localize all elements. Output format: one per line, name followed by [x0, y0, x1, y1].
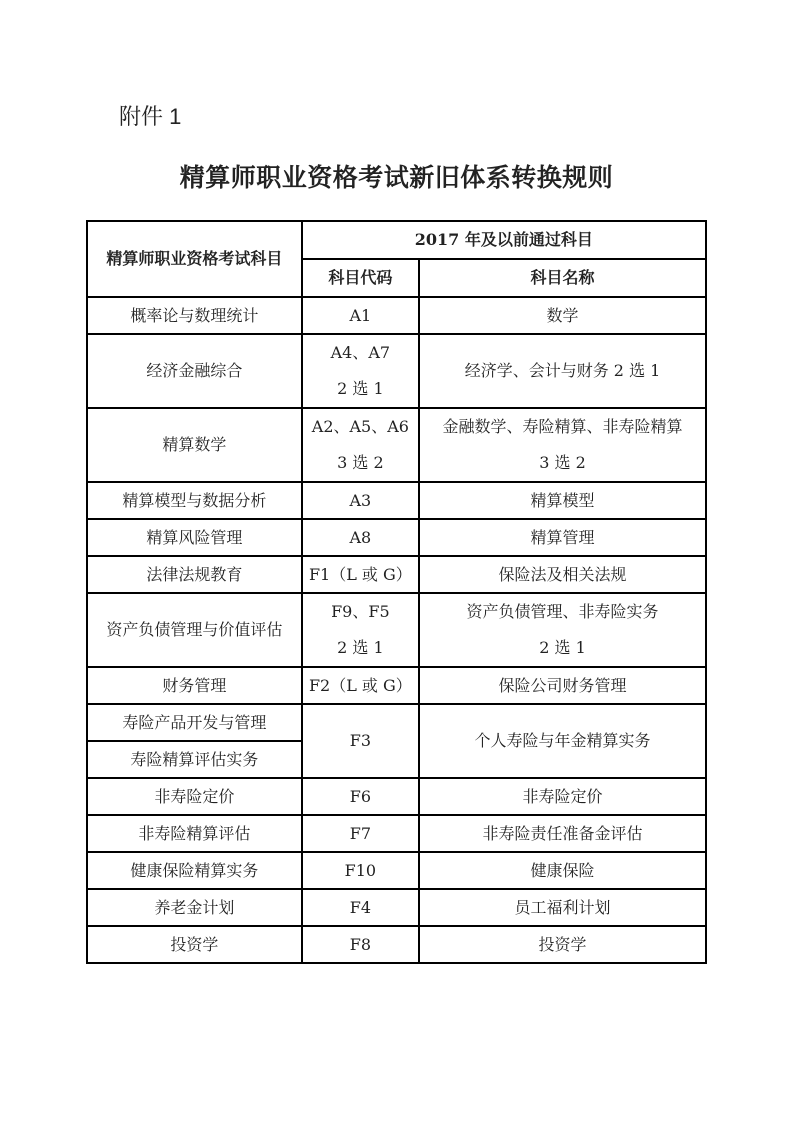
new-subject-cell: 财务管理 — [87, 667, 302, 704]
old-code-cell — [302, 334, 419, 408]
old-name-cell: 投资学 — [419, 926, 706, 963]
old-name-cell: 员工福利计划 — [419, 889, 706, 926]
new-subject-cell: 非寿险定价 — [87, 778, 302, 815]
old-name-cell: 保险公司财务管理 — [419, 667, 706, 704]
old-name-cell: 精算管理 — [419, 519, 706, 556]
new-subject-cell: 养老金计划 — [87, 889, 302, 926]
new-subject-cell: 寿险精算评估实务 — [87, 741, 302, 778]
header-old-name: 科目名称 — [419, 259, 706, 297]
header-old-code: 科目代码 — [302, 259, 419, 297]
table-row — [87, 889, 706, 926]
old-name-cell: 非寿险定价 — [419, 778, 706, 815]
old-code-cell: A3 — [302, 482, 419, 519]
conversion-rules-table — [86, 220, 707, 964]
old-code-cell: F4 — [302, 889, 419, 926]
name-line: 金融数学、寿险精算、非寿险精算 — [442, 417, 683, 436]
code-line: A4、A7 — [330, 343, 391, 362]
old-code-cell — [302, 408, 419, 482]
new-subject-cell: 概率论与数理统计 — [87, 297, 302, 334]
old-name-cell — [419, 593, 706, 667]
old-name-cell: 经济学、会计与财务 2 选 1 — [419, 334, 706, 408]
new-subject-cell: 经济金融综合 — [87, 334, 302, 408]
table-row — [87, 778, 706, 815]
new-subject-cell: 投资学 — [87, 926, 302, 963]
code-note: 3 选 2 — [337, 453, 384, 472]
new-subject-cell: 精算数学 — [87, 408, 302, 482]
new-subject-cell: 精算模型与数据分析 — [87, 482, 302, 519]
new-subject-cell: 健康保险精算实务 — [87, 852, 302, 889]
table-row — [87, 815, 706, 852]
new-subject-cell: 精算风险管理 — [87, 519, 302, 556]
page-title: 精算师职业资格考试新旧体系转换规则 — [179, 163, 614, 192]
old-code-cell: F8 — [302, 926, 419, 963]
code-note: 2 选 1 — [337, 379, 384, 398]
old-name-cell: 保险法及相关法规 — [419, 556, 706, 593]
table-row — [87, 593, 706, 667]
table-row — [87, 926, 706, 963]
table-row — [87, 408, 706, 482]
old-name-cell: 非寿险责任准备金评估 — [419, 815, 706, 852]
old-code-cell: F6 — [302, 778, 419, 815]
old-code-cell: A8 — [302, 519, 419, 556]
new-subject-cell: 寿险产品开发与管理 — [87, 704, 302, 741]
code-line: F9、F5 — [331, 602, 390, 621]
old-code-cell: F7 — [302, 815, 419, 852]
code-note: 2 选 1 — [337, 638, 384, 657]
table-row — [87, 334, 706, 408]
name-note: 2 选 1 — [539, 638, 586, 657]
table-row — [87, 519, 706, 556]
header-new-subject: 精算师职业资格考试科目 — [87, 221, 302, 297]
old-name-cell: 健康保险 — [419, 852, 706, 889]
old-code-cell: F3 — [302, 704, 419, 778]
table-row — [87, 556, 706, 593]
old-code-cell: F1（L 或 G） — [302, 556, 419, 593]
table-row — [87, 297, 706, 334]
old-code-cell: F2（L 或 G） — [302, 667, 419, 704]
table-row — [87, 852, 706, 889]
new-subject-cell: 法律法规教育 — [87, 556, 302, 593]
old-name-cell: 个人寿险与年金精算实务 — [419, 704, 706, 778]
name-line: 资产负债管理、非寿险实务 — [466, 602, 659, 621]
new-subject-cell: 非寿险精算评估 — [87, 815, 302, 852]
name-note: 3 选 2 — [539, 453, 586, 472]
table-row — [87, 482, 706, 519]
table-row — [87, 667, 706, 704]
header-old-group: 2017 年及以前通过科目 — [302, 221, 706, 259]
old-code-cell: F10 — [302, 852, 419, 889]
old-code-cell: A1 — [302, 297, 419, 334]
new-subject-cell: 资产负债管理与价值评估 — [87, 593, 302, 667]
code-line: A2、A5、A6 — [311, 417, 409, 436]
table-row — [87, 704, 706, 741]
old-code-cell — [302, 593, 419, 667]
old-name-cell — [419, 408, 706, 482]
old-name-cell: 数学 — [419, 297, 706, 334]
old-name-cell: 精算模型 — [419, 482, 706, 519]
attachment-label: 附件 1 — [119, 104, 182, 129]
